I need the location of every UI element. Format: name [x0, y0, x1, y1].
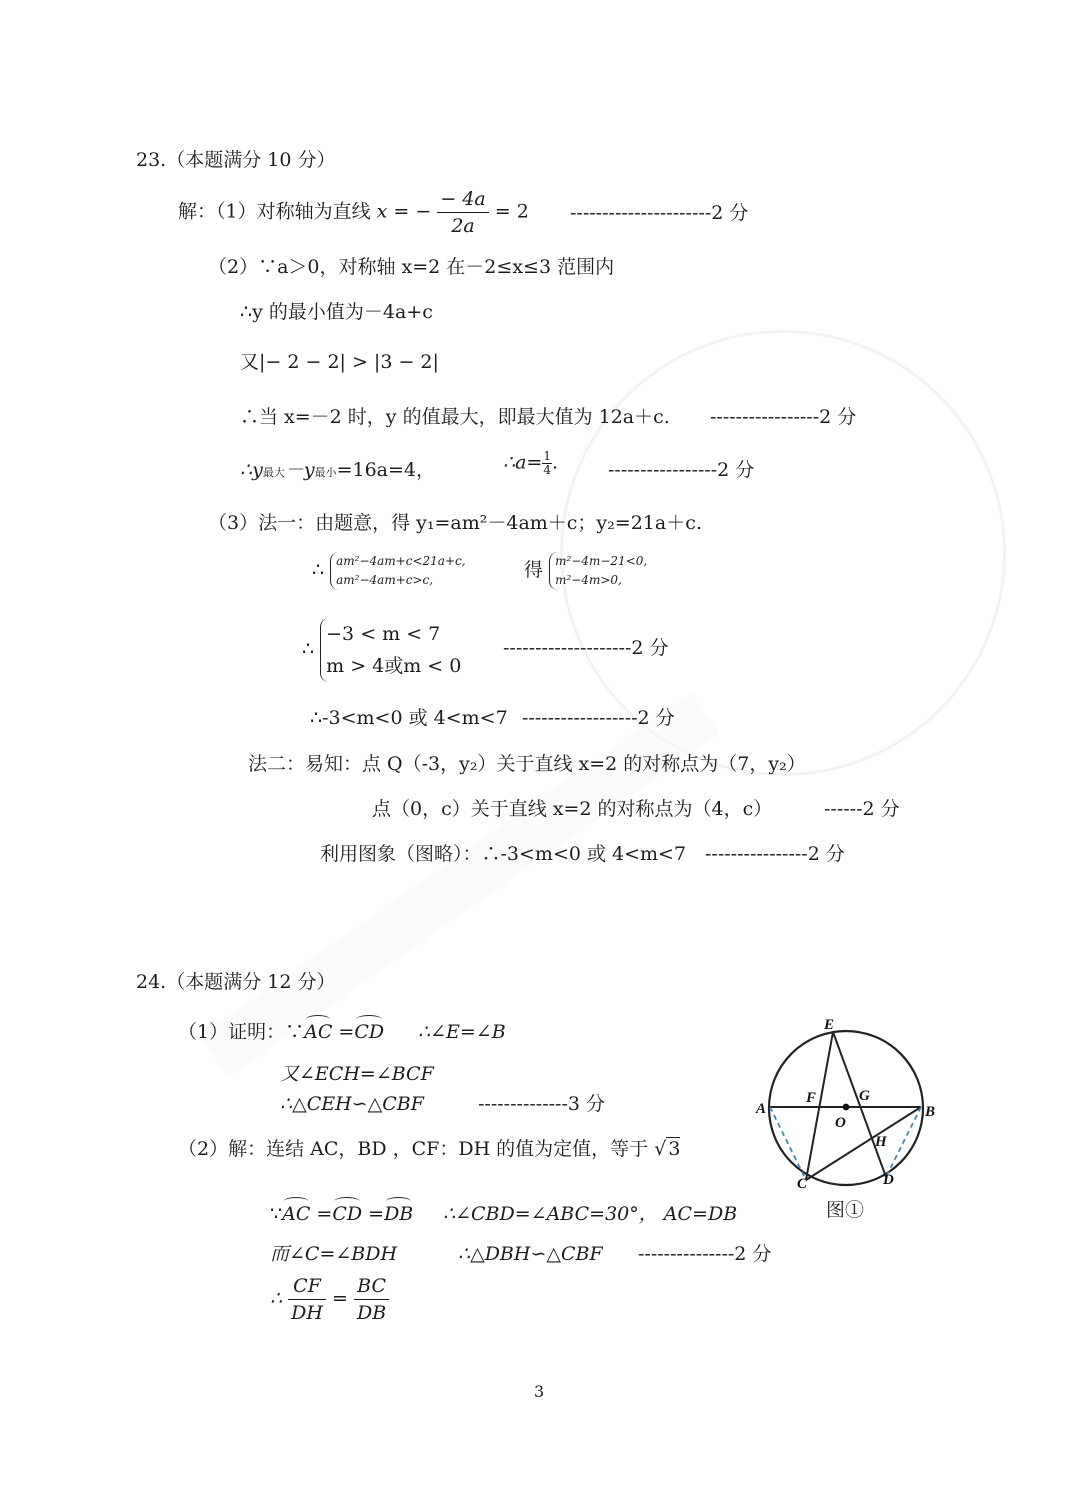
arc-notation: DB [384, 1203, 414, 1225]
q23-system-2: 得 m²−4m−21<0, m²−4m>0, [524, 552, 647, 590]
q23-min-value: ∴y 的最小值为－4a+c [240, 301, 433, 323]
q23-part1: 解：（1）对称轴为直线 x = − $\frac{- 4a}{2a}$ = 2 [178, 188, 529, 237]
q23-header: 23.（本题满分 10 分） [136, 149, 336, 171]
q24-similar: ∴△CEH∽△CBF [280, 1093, 424, 1115]
q24-angle-c: 而∠C=∠BDH [270, 1243, 398, 1265]
q23-part2: （2）∵a＞0，对称轴 x=2 在－2≤x≤3 范围内 [208, 256, 615, 278]
label-C: C [797, 1176, 808, 1192]
page-number: 3 [534, 1382, 545, 1401]
q23-abs-compare: 又|− 2 − 2| > |3 − 2| [240, 351, 439, 373]
score-mark: ------2 分 [824, 798, 900, 820]
arc-notation: CD [354, 1021, 385, 1043]
label-H: H [875, 1134, 887, 1150]
score-mark: -----------------2 分 [608, 459, 755, 481]
q24-angle-30: ∴∠CBD=∠ABC=30°， AC=DB [443, 1203, 738, 1225]
q24-part2: （2）解：连结 AC，BD ，CF：DH 的值为定值，等于 √ 3 [178, 1138, 681, 1160]
score-mark: -----------------2 分 [710, 406, 857, 428]
q23-result: ∴-3<m<0 或 4<m<7 [310, 707, 508, 729]
arc-notation: AC [282, 1203, 311, 1225]
q23-method2-line2: 点（0，c）关于直线 x=2 的对称点为（4，c） [372, 798, 773, 820]
score-mark: ----------------------2 分 [570, 202, 749, 224]
q23-system-1: ∴ am²−4am+c<21a+c, am²−4am+c>c, [312, 552, 466, 590]
brace-system: m²−4m−21<0, m²−4m>0, [549, 552, 647, 590]
label-D: D [883, 1172, 894, 1188]
brace-system: −3 < m < 7 m > 4或m < 0 [320, 618, 461, 682]
arc-notation: CD [332, 1203, 363, 1225]
q23-max-value: ∴当 x=－2 时，y 的值最大，即最大值为 12a＋c. [240, 406, 670, 428]
arc-notation: AC [304, 1021, 333, 1043]
q24-ratio: ∴ $\frac{CF}{DH}$ = $\frac{BC}{DB}$ [270, 1273, 389, 1326]
q24-similar-2: ∴△DBH∽△CBF [458, 1243, 603, 1265]
q23-system-3: ∴ −3 < m < 7 m > 4或m < 0 [302, 618, 461, 682]
q23-method2: 法二：易知：点 Q（-3，y₂）关于直线 x=2 的对称点为（7，y₂） [248, 753, 806, 775]
q24-arcs-equal: ∵AC =CD =DB [270, 1203, 414, 1225]
fraction: $\frac{CF}{DH}$ [288, 1273, 326, 1326]
q24-angle-eq: ∴∠E=∠B [418, 1021, 506, 1043]
q23-method2-line3: 利用图象（图略）：∴-3<m<0 或 4<m<7 [320, 843, 687, 865]
q23-difference: ∴y最大－y最小=16a=4， [240, 459, 435, 481]
fraction: $\frac{1}{4}$ [543, 449, 551, 477]
label-A: A [756, 1101, 767, 1117]
label-G: G [859, 1088, 870, 1104]
q24-header: 24.（本题满分 12 分） [136, 971, 336, 993]
circle-figure [745, 1010, 955, 1200]
center-point [843, 1104, 850, 1111]
sqrt-radicand: 3 [668, 1138, 681, 1160]
fraction: $\frac{BC}{DB}$ [354, 1273, 389, 1326]
q23-part3: （3）法一：由题意，得 y₁=am²－4am＋c；y₂=21a＋c. [208, 512, 702, 534]
label-F: F [806, 1090, 817, 1106]
q24-angle-eq-2: 又∠ECH=∠BCF [280, 1063, 434, 1085]
score-mark: ------------------2 分 [522, 707, 675, 729]
label-B: B [925, 1104, 936, 1120]
fraction: $\frac{- 4a}{2a}$ [437, 186, 488, 239]
q23-a-value: ∴a= $\frac{1}{4}$ . [503, 449, 559, 477]
score-mark: ---------------2 分 [638, 1243, 772, 1265]
score-mark: --------------3 分 [478, 1093, 606, 1115]
score-mark: ----------------2 分 [705, 843, 845, 865]
score-mark: --------------------2 分 [503, 637, 669, 659]
brace-system: am²−4am+c<21a+c, am²−4am+c>c, [330, 552, 465, 590]
figure-caption: 图① [826, 1199, 865, 1221]
label-E: E [824, 1017, 835, 1033]
q24-part1: （1）证明：∵AC =CD [178, 1021, 385, 1043]
label-O: O [835, 1115, 846, 1131]
